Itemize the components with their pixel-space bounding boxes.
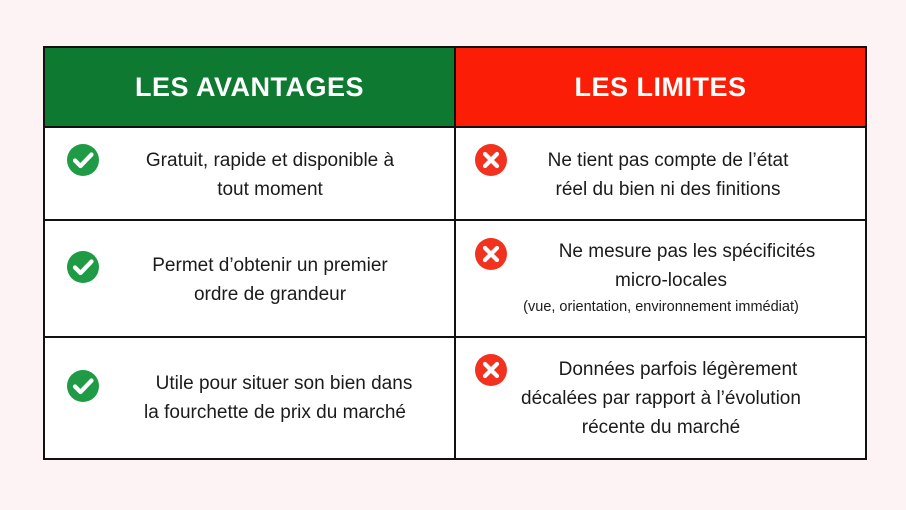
pro-cell-3 xyxy=(45,338,456,458)
pro-text-3-line-1: Utile pour situer son bien dans xyxy=(155,373,413,394)
pro-text-1 xyxy=(105,146,435,204)
check-circle-icon xyxy=(66,143,100,177)
pro-cell-1 xyxy=(45,128,456,221)
con-cell-2 xyxy=(456,221,865,338)
pro-text-3 xyxy=(105,369,445,427)
con-text-2 xyxy=(466,237,856,319)
pro-text-3-line-2: la fourchette de prix du marché xyxy=(144,402,406,423)
pro-text-2-line-2: ordre de grandeur xyxy=(193,284,347,305)
con-text-3-line-3: récente du marché xyxy=(581,417,741,438)
con-text-1-line-1: Ne tient pas compte de l’état xyxy=(547,150,789,171)
con-text-2-line-1: Ne mesure pas les spécificités xyxy=(558,241,816,262)
con-text-3-line-1: Données parfois légèrement xyxy=(558,359,798,380)
check-circle-icon xyxy=(66,250,100,284)
con-text-2-note: (vue, orientation, environnement immédiat) xyxy=(523,299,799,315)
con-text-2-line-2: micro-locales xyxy=(615,270,727,291)
cons-header-label: LES LIMITES xyxy=(574,71,747,102)
con-text-1 xyxy=(518,146,818,204)
check-circle-icon xyxy=(66,369,100,403)
pros-cons-table xyxy=(43,46,867,460)
con-text-1-line-2: réel du bien ni des finitions xyxy=(555,179,781,200)
cons-header xyxy=(456,48,865,128)
pro-text-1-line-2: tout moment xyxy=(217,179,323,200)
con-cell-1 xyxy=(456,128,865,221)
con-cell-3 xyxy=(456,338,865,458)
con-text-3-line-2: décalées par rapport à l’évolution xyxy=(521,388,801,409)
pros-header xyxy=(45,48,456,128)
pro-text-2 xyxy=(105,251,435,309)
pros-header-label: LES AVANTAGES xyxy=(134,71,364,102)
pro-cell-2 xyxy=(45,221,456,338)
con-text-3 xyxy=(486,355,836,442)
pro-text-1-line-1: Gratuit, rapide et disponible à xyxy=(145,150,395,171)
pro-text-2-line-1: Permet d’obtenir un premier xyxy=(152,255,388,276)
x-circle-icon xyxy=(474,143,508,177)
